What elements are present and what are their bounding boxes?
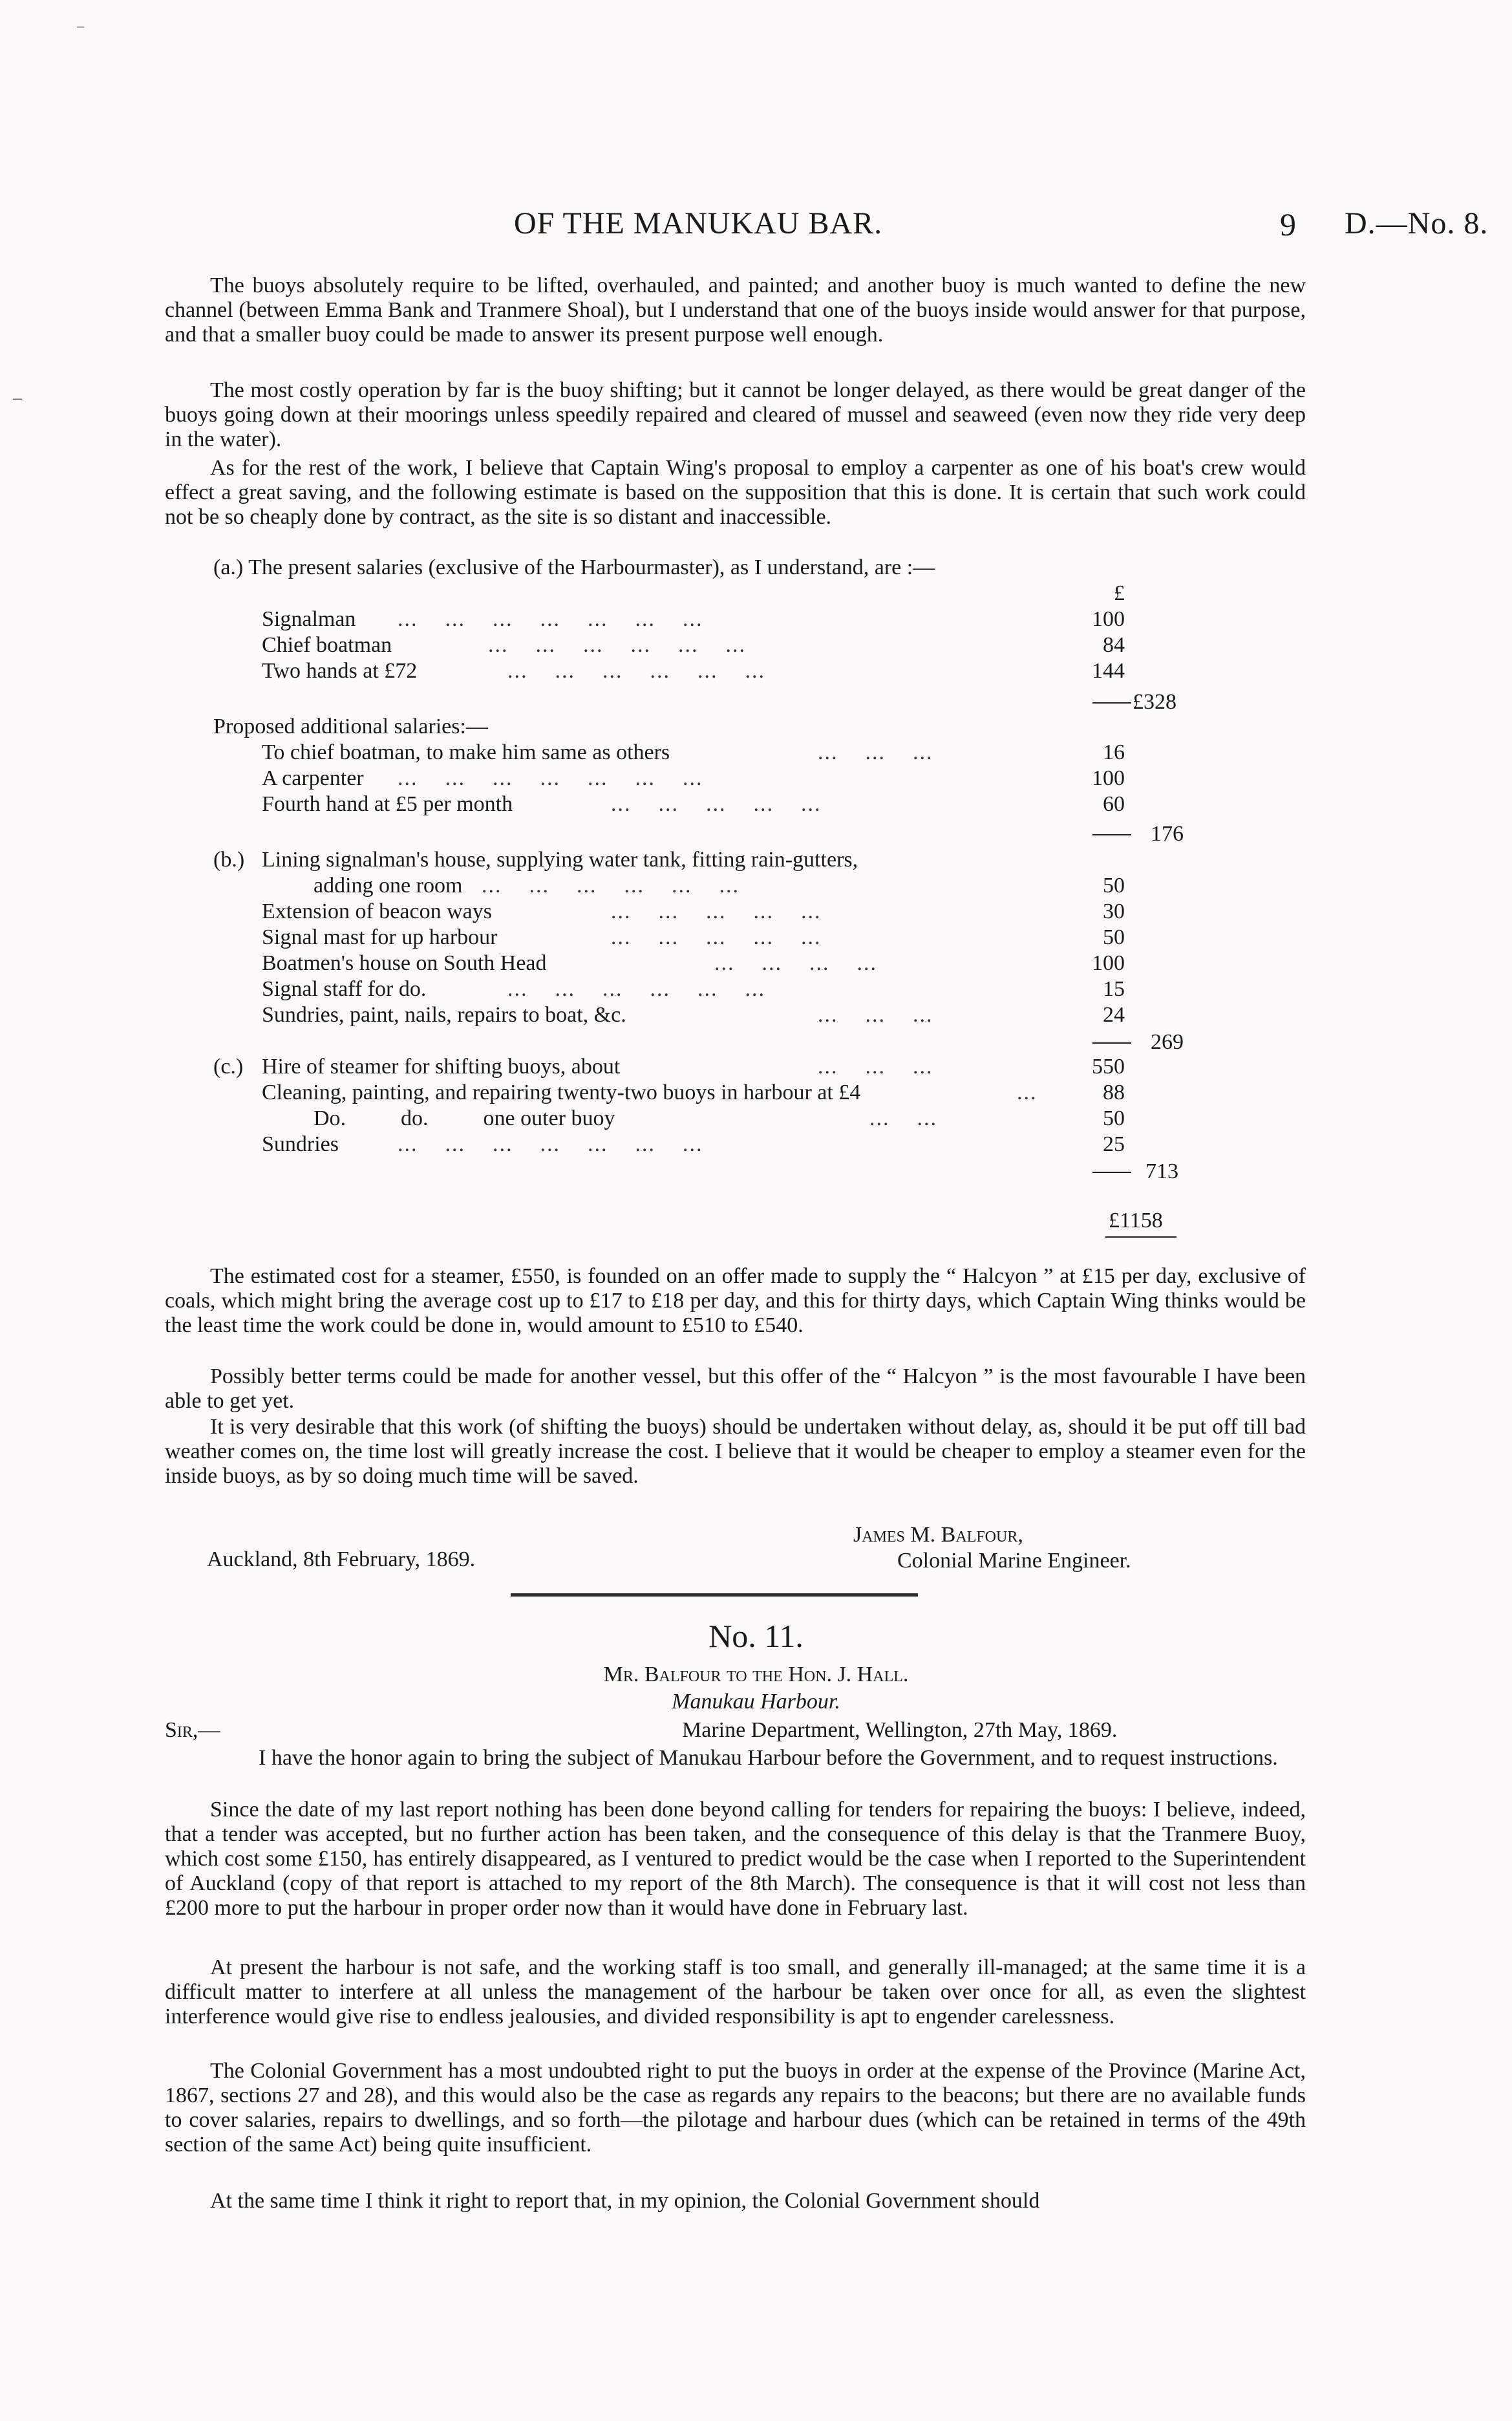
page-running-title: OF THE MANUKAU BAR. <box>514 206 883 241</box>
estimate-subtotal: 269 <box>1151 1030 1184 1054</box>
letter-paragraph: At the same time I think it right to report that, in my opinion, the Colonial Government should <box>210 2189 1040 2213</box>
signatory-name: James M. Balfour, <box>853 1523 1023 1547</box>
section-divider <box>511 1593 918 1597</box>
letter-number: No. 11. <box>708 1618 804 1654</box>
salutation: Sir,— <box>165 1718 220 1742</box>
estimate-amount: 24 <box>1103 1003 1125 1027</box>
estimate-amount: 60 <box>1103 792 1125 816</box>
estimate-amount: 15 <box>1103 977 1125 1001</box>
estimate-amount: 50 <box>1103 874 1125 898</box>
subtotal-rule <box>1092 834 1131 835</box>
estimate-amount: 50 <box>1103 1106 1125 1130</box>
estimate-amount: 100 <box>1092 951 1125 975</box>
estimate-subtotal: 713 <box>1145 1159 1178 1183</box>
letter-paragraph: The Colonial Government has a most undoubted right to put the buoys in order at the expense of the Province (Marine Act, 1867, sections 27 and 28), and this would also be the case as regards any repairs to the beacons; but there are no available funds to cover salaries, repairs to dwellings, and so forth—the pilotage and harbour dues (which can be retained in terms of the 49th section of the same Act) being quite insufficient. <box>165 2059 1306 2157</box>
intro-paragraph: The most costly operation by far is the buoy shifting; but it cannot be longer delayed, as there would be great danger of the buoys going down at their moorings unless speedily repaired and cleared of mussel and seaweed (even now they ride very deep in the water). <box>165 378 1306 451</box>
letter-subject: Manukau Harbour. <box>672 1690 840 1714</box>
letter-from-to: Mr. Balfour to the Hon. J. Hall. <box>603 1662 909 1686</box>
currency-heading: £ <box>1114 581 1125 605</box>
body-paragraph: Possibly better terms could be made for another vessel, but this offer of the “ Halcyon ” is the most favourable I have been able to get yet. <box>165 1364 1306 1413</box>
margin-mark: ‾ <box>78 26 84 46</box>
subtotal-rule <box>1092 702 1131 704</box>
letter-paragraph: Since the date of my last report nothing has been done beyond calling for tenders for repairing the buoys: I believe, indeed, that a tender was accepted, but no further action has been taken, and the consequence of this delay is that the Tranmere Buoy, which cost some £150, has entirely disappeared, as I ventured to predict would be the case when I reported to the Superintendent of Auckland (copy of that report is attached to my report of the 8th March). The consequence is that it will cost not less than £200 more to put the harbour in proper order now than it would have done in February last. <box>165 1798 1306 1920</box>
place-date: Auckland, 8th February, 1869. <box>207 1547 476 1571</box>
subtotal-rule <box>1092 1042 1131 1044</box>
estimate-amount: 88 <box>1103 1081 1125 1104</box>
letter-dateline: Marine Department, Wellington, 27th May, 1869. <box>682 1718 1118 1742</box>
estimate-row: Do. do. one outer buoy ... ... <box>314 1106 937 1130</box>
estimate-subtotal: 176 <box>1151 822 1184 846</box>
intro-paragraph: The buoys absolutely require to be lifted, overhauled, and painted; and another buoy is much wanted to define the new channel (between Emma Bank and Tranmere Shoal), but I understand that one of the buoys inside would answer for that purpose, and that a smaller buoy could be made to answer its present purpose well enough. <box>165 274 1306 347</box>
total-rule <box>1105 1236 1177 1238</box>
estimate-subtotal: £328 <box>1133 690 1177 714</box>
estimate-amount: 100 <box>1092 766 1125 790</box>
margin-mark: – <box>13 388 22 408</box>
estimate-amount: 16 <box>1103 740 1125 764</box>
signatory-title: Colonial Marine Engineer. <box>897 1549 1131 1573</box>
letter-paragraph: At present the harbour is not safe, and the working staff is too small, and generally ill-managed; at the same time it is a difficult matter to interfere at all unless the management of the harbour be taken over once for all, as even the slightest interference would give rise to endless jealousies, and divided responsibility is apt to engender carelessness. <box>165 1955 1306 2028</box>
estimate-amount: 144 <box>1092 659 1125 683</box>
estimate-total: £1158 <box>1109 1209 1163 1232</box>
body-paragraph: The estimated cost for a steamer, £550, is founded on an offer made to supply the “ Halcyon ” at £15 per day, exclusive of coals, which might bring the average cost up to £17 to £18 per day, and this for thirty days, which Captain Wing thinks would be the least time the work could be done in, would amount to £510 to £540. <box>165 1264 1306 1337</box>
estimate-amount: 25 <box>1103 1132 1125 1156</box>
estimate-amount: 550 <box>1092 1055 1125 1079</box>
subtotal-rule <box>1092 1172 1131 1173</box>
intro-paragraph: As for the rest of the work, I believe that Captain Wing's proposal to employ a carpenter as one of his boat's crew would effect a great saving, and the following estimate is based on the supposition that this is done. It is certain that such work could not be so cheaply done by contract, as the site is so distant and inaccessible. <box>165 456 1306 529</box>
body-paragraph: It is very desirable that this work (of shifting the buoys) should be undertaken without delay, as, should it be put off till bad weather comes on, the time lost will greatly increase the cost. I believe that it would be cheaper to employ a steamer even for the inside buoys, as by so doing much time will be saved. <box>165 1415 1306 1488</box>
page-number: 9 <box>1280 206 1297 242</box>
estimate-amount: 30 <box>1103 899 1125 923</box>
estimate-amount: 84 <box>1103 633 1125 657</box>
letter-paragraph: I have the honor again to bring the subject of Manukau Harbour before the Government, and to request instructions. <box>259 1746 1278 1770</box>
document-code: D.—No. 8. <box>1345 206 1489 241</box>
estimate-amount: 50 <box>1103 925 1125 949</box>
estimate-amount: 100 <box>1092 607 1125 631</box>
